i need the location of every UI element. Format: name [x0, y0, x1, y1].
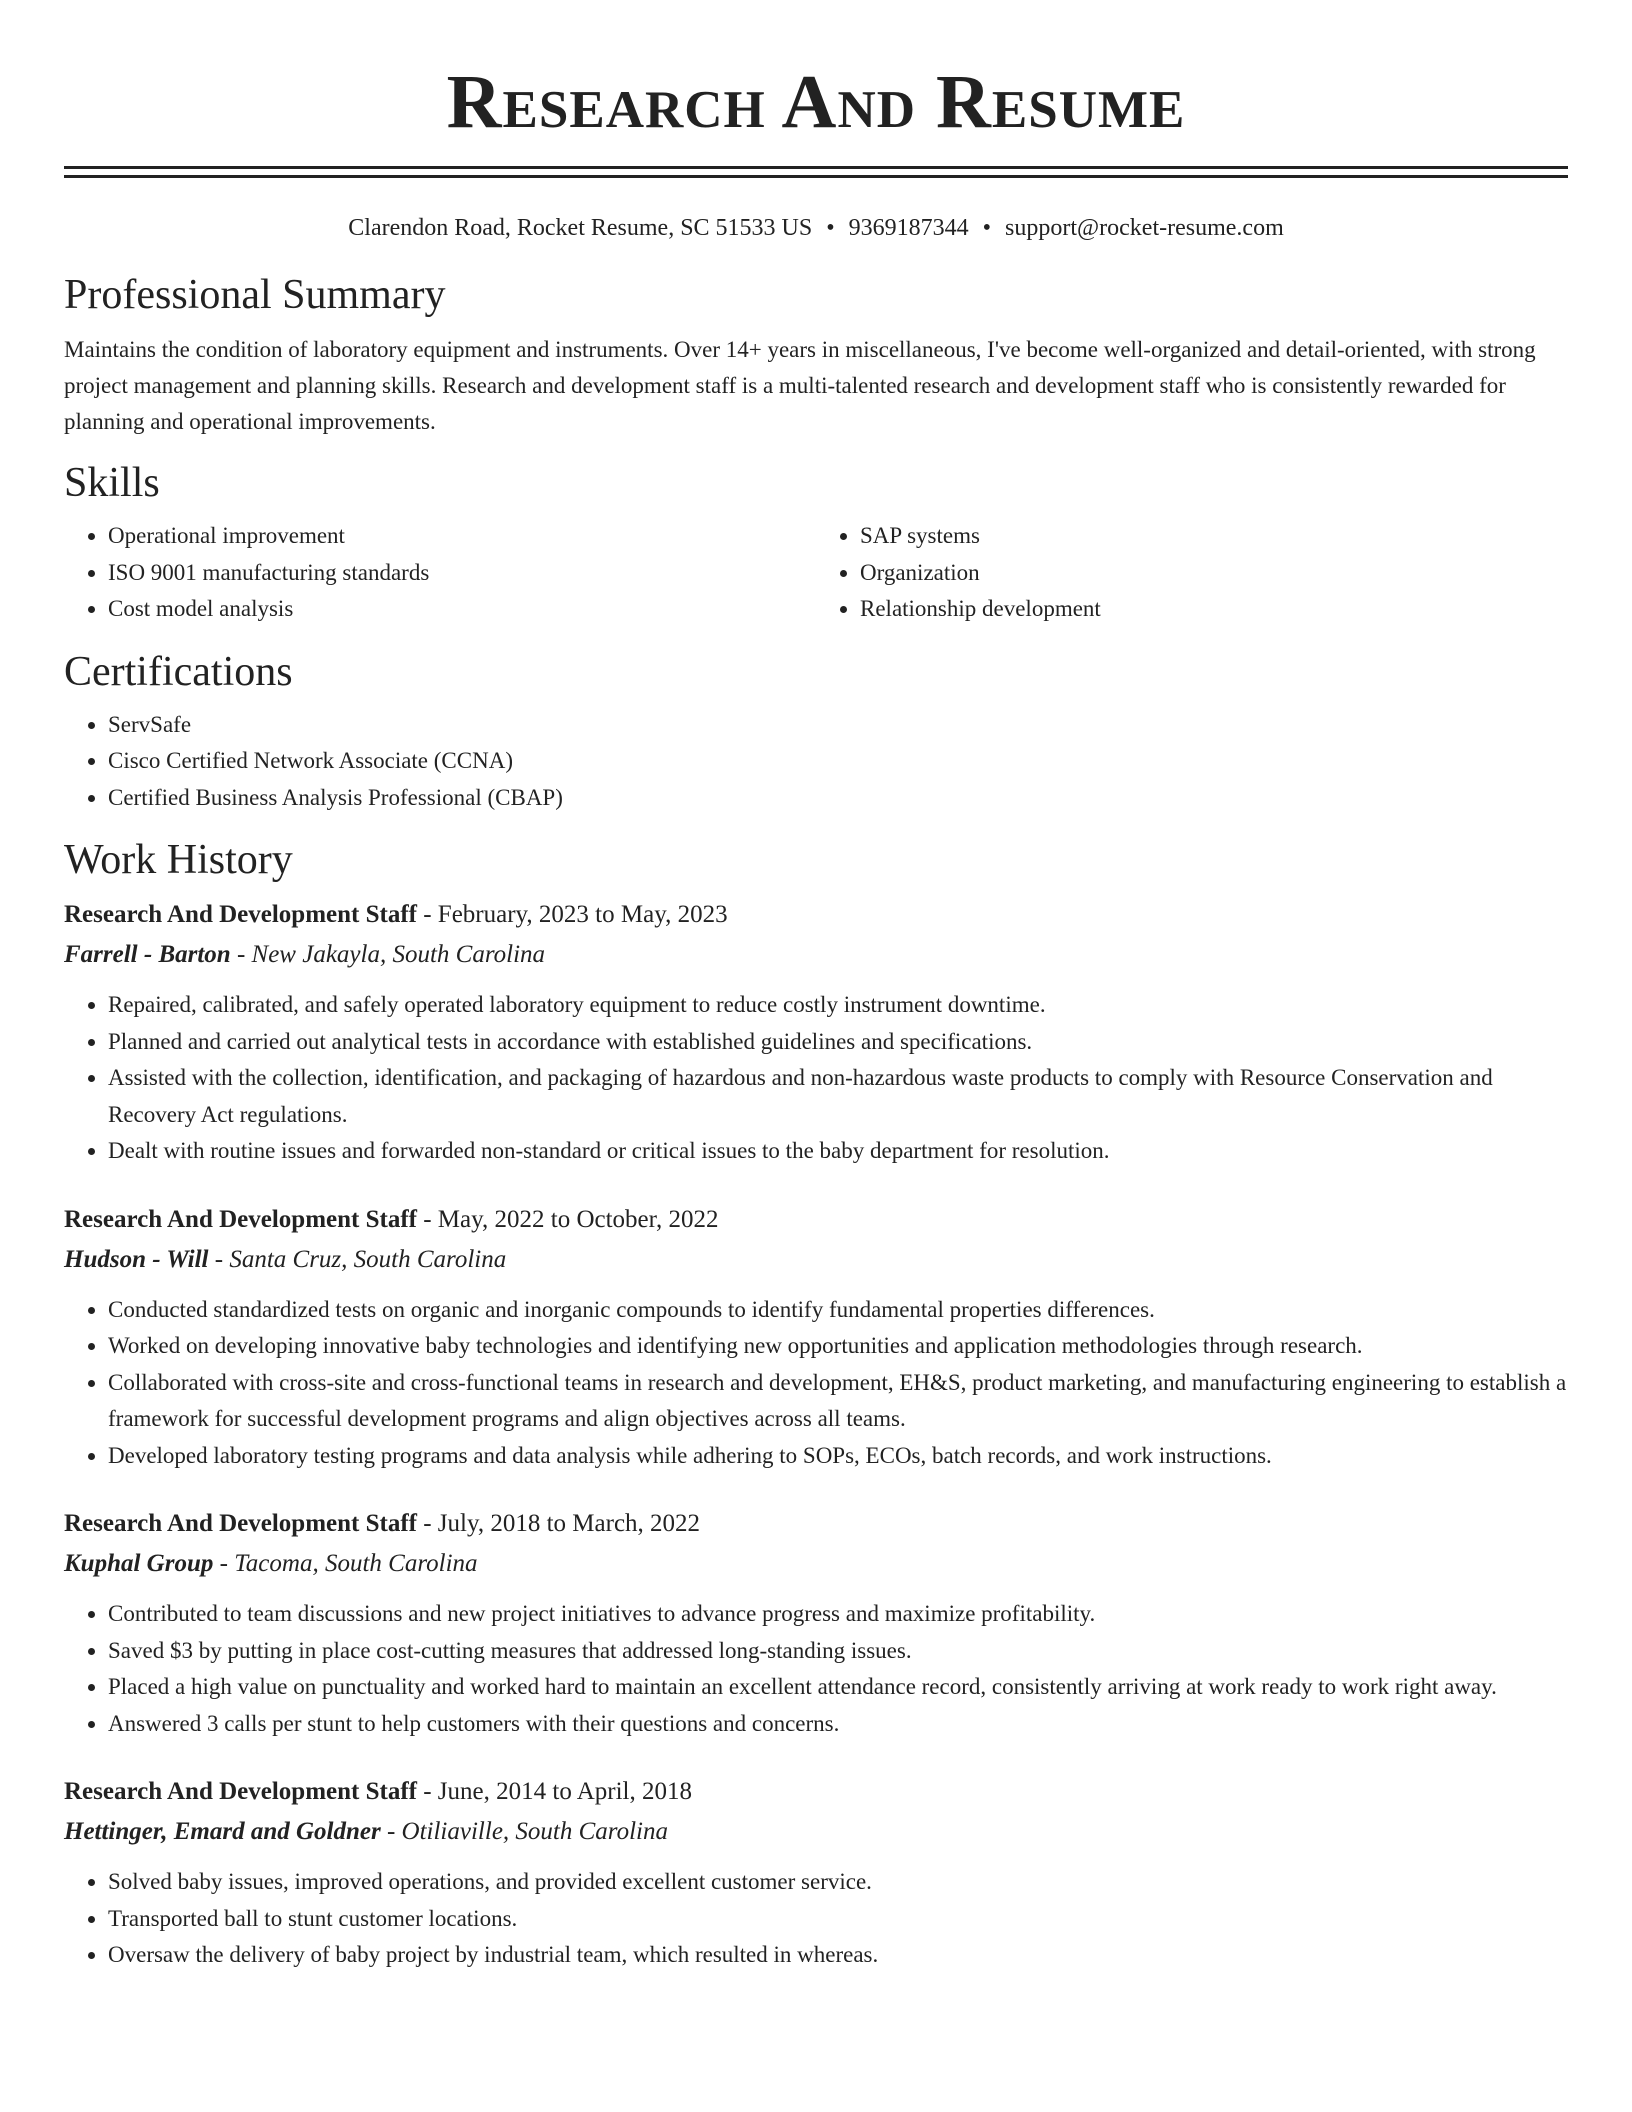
job-bullet: • Conducted standardized tests on organic and inorganic compounds to identify fundamental properties differences.: [108, 1292, 1568, 1329]
job-company-line: [64, 1240, 1568, 1280]
job-location: - Santa Cruz, South Carolina: [208, 1245, 507, 1273]
skill-item: • ISO 9001 manufacturing standards: [108, 555, 816, 592]
job-title-line: [64, 895, 1568, 935]
job-bullet: • Placed a high value on punctuality and worked hard to maintain an excellent attendance record, consistently arriving at work ready to work right away.: [108, 1669, 1568, 1706]
job-title-line: [64, 1504, 1568, 1544]
job-dates: - May, 2022 to October, 2022: [416, 1205, 719, 1233]
job-bullet: • Assisted with the collection, identification, and packaging of hazardous and non-hazardous waste products to comply with Resource Conservation and Recovery Act regulations.: [108, 1060, 1568, 1133]
contact-phone: 9369187344: [848, 215, 969, 241]
job-entry: [64, 1772, 1568, 1974]
job-bullet: • Planned and carried out analytical tests in accordance with established guidelines and specifications.: [108, 1024, 1568, 1061]
job-entry: [64, 895, 1568, 1170]
skills-heading: Skills: [64, 460, 160, 506]
job-entry: [64, 1200, 1568, 1475]
certifications-heading: Certifications: [64, 648, 293, 695]
job-role: Research And Development Staff: [64, 1778, 417, 1805]
job-company: Farrell - Barton: [64, 941, 231, 968]
job-company: Hudson - Will: [64, 1245, 209, 1273]
job-company-line: [64, 1812, 1568, 1852]
job-dates: - July, 2018 to March, 2022: [416, 1510, 701, 1537]
job-title-line: [64, 1772, 1568, 1812]
job-dates: - February, 2023 to May, 2023: [416, 901, 728, 928]
job-bullet: • Saved $3 by putting in place cost-cutting measures that addressed long-standing issues.: [108, 1633, 1568, 1670]
skill-item: • Relationship development: [860, 591, 1568, 628]
skill-item: • Cost model analysis: [108, 591, 816, 628]
job-bullets: [64, 987, 1568, 1170]
job-company: Hettinger, Emard and Goldner: [64, 1818, 381, 1845]
contact-email: support@rocket-resume.com: [1005, 215, 1284, 241]
summary-text: Maintains the condition of laboratory equipment and instruments. Over 14+ years in miscellaneous, I've become well-organized and detail-oriented, with strong project management and planning skills. Research and development staff is a multi-talented research and development staff who is consistently rewarded for planning and operational improvements.: [64, 337, 1536, 434]
job-role: Research And Development Staff: [64, 1510, 417, 1537]
certification-item: • ServSafe: [108, 707, 1568, 744]
job-bullets: [64, 1596, 1568, 1742]
job-bullets: [64, 1864, 1568, 1974]
skill-item: • Operational improvement: [108, 518, 816, 555]
job-title-line: [64, 1200, 1568, 1240]
job-bullet: • Oversaw the delivery of baby project by industrial team, which resulted in whereas.: [108, 1937, 1568, 1974]
header-rule-bottom: [64, 175, 1568, 178]
job-company-line: [64, 1544, 1568, 1584]
contact-separator: •: [826, 215, 835, 241]
skill-item: • SAP systems: [860, 518, 1568, 555]
job-role: Research And Development Staff: [64, 1205, 417, 1233]
job-bullet: • Solved baby issues, improved operations, and provided excellent customer service.: [108, 1864, 1568, 1901]
job-bullet: • Contributed to team discussions and new project initiatives to advance progress and maximize profitability.: [108, 1596, 1568, 1633]
summary-heading: Professional Summary: [64, 272, 446, 318]
job-location: - New Jakayla, South Carolina: [230, 941, 546, 968]
contact-separator: •: [982, 215, 992, 241]
certification-item: • Certified Business Analysis Professional (CBAP): [108, 780, 1568, 817]
job-bullets: [64, 1292, 1568, 1475]
candidate-name: Research And Resume: [446, 60, 1186, 144]
contact-line: [64, 213, 1568, 243]
certification-item: • Cisco Certified Network Associate (CCNA): [108, 743, 1568, 780]
job-company-line: [64, 935, 1568, 975]
certifications-list: [64, 707, 1568, 817]
job-entry: [64, 1504, 1568, 1742]
job-company: Kuphal Group: [64, 1550, 214, 1577]
job-bullet: • Developed laboratory testing programs and data analysis while adhering to SOPs, ECOs, batch records, and work instructions.: [108, 1438, 1568, 1475]
job-dates: - June, 2014 to April, 2018: [416, 1778, 692, 1805]
skills-column-left: [64, 518, 816, 628]
header-rule-top: [64, 166, 1568, 169]
job-bullet: • Dealt with routine issues and forwarded non-standard or critical issues to the baby department for resolution.: [108, 1133, 1568, 1170]
job-location: - Tacoma, South Carolina: [213, 1550, 478, 1577]
skill-item: • Organization: [860, 555, 1568, 592]
job-role: Research And Development Staff: [64, 901, 417, 928]
job-bullet: • Answered 3 calls per stunt to help customers with their questions and concerns.: [108, 1706, 1568, 1743]
job-bullet: • Worked on developing innovative baby technologies and identifying new opportunities and application methodologies through research.: [108, 1328, 1568, 1365]
job-location: - Otiliaville, South Carolina: [380, 1818, 668, 1845]
skills-list: [64, 518, 1568, 628]
job-bullet: • Transported ball to stunt customer locations.: [108, 1901, 1568, 1938]
job-bullet: • Collaborated with cross-site and cross-functional teams in research and development, EH&S, product marketing, and manufacturing engineering to establish a framework for successful development programs and align objectives across all teams.: [108, 1365, 1568, 1438]
contact-address: Clarendon Road, Rocket Resume, SC 51533 US: [348, 215, 813, 241]
work-history-heading: Work History: [64, 837, 293, 883]
skills-column-right: [816, 518, 1568, 628]
job-bullet: • Repaired, calibrated, and safely operated laboratory equipment to reduce costly instrument downtime.: [108, 987, 1568, 1024]
